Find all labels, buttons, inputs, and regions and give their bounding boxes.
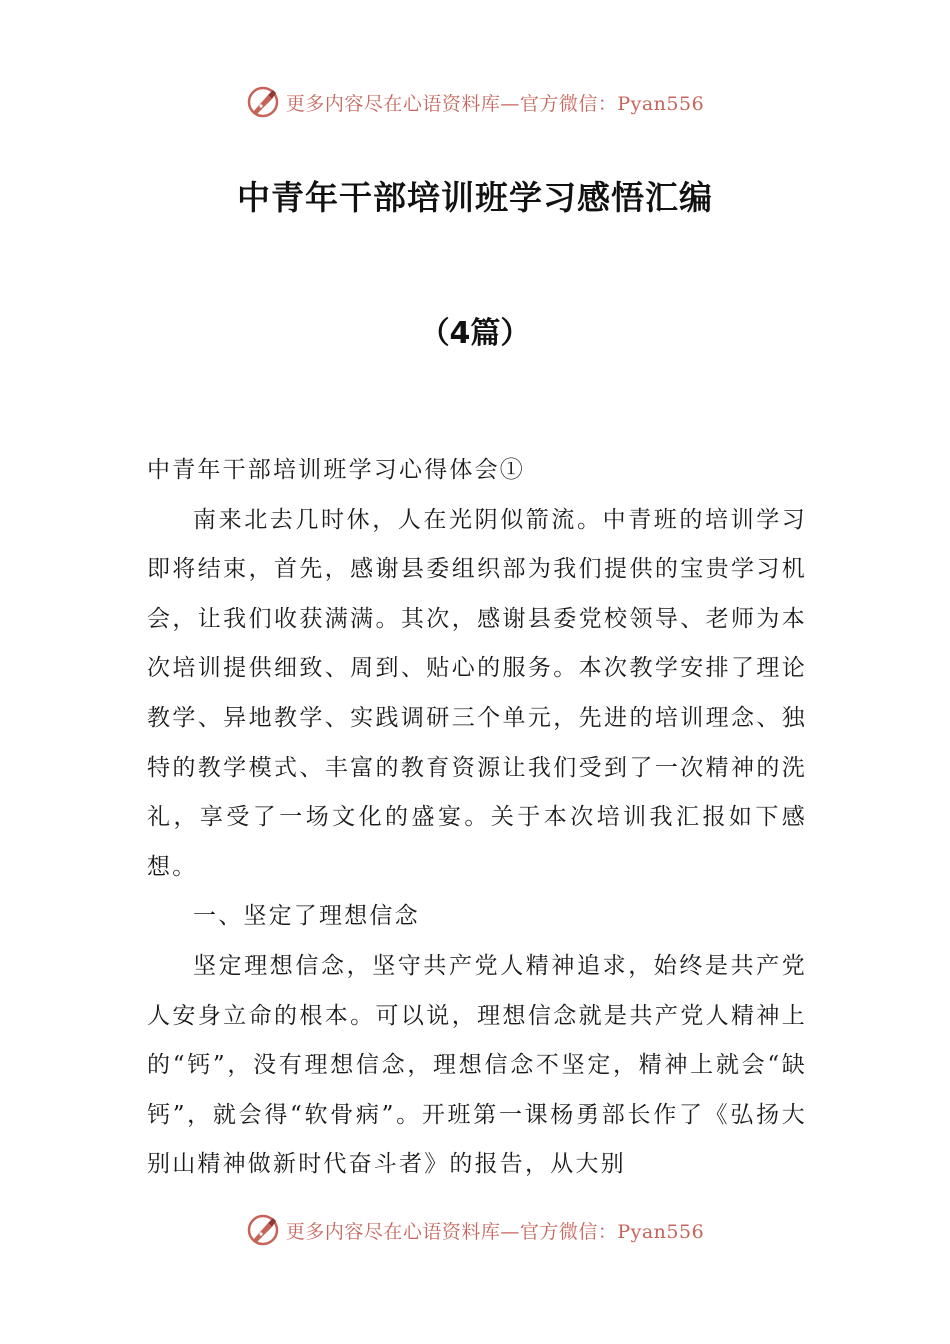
- document-subtitle: （4篇）: [419, 316, 531, 351]
- pen-nib-logo-icon: [246, 85, 280, 119]
- body-paragraph: 坚定理想信念，坚守共产党人精神追求，始终是共产党人安身立命的根本。可以说，理想信念就是共产党人精神上的“钙”，没有理想信念，理想信念不坚定，精神上就会“缺钙”，就会得“软骨病”。开班第一课杨勇部长作了《弘扬大别山精神做新时代奋斗者》的报告，从大别: [147, 952, 807, 1178]
- header-watermark-banner: [0, 80, 950, 124]
- document-body: [147, 446, 807, 1190]
- article-heading: 中青年干部培训班学习心得体会①: [147, 457, 525, 483]
- pen-nib-logo-icon: [246, 1213, 280, 1247]
- header-watermark-text: 更多内容尽在心语资料库—官方微信：Pyan556: [285, 92, 705, 115]
- footer-watermark-text: 更多内容尽在心语资料库—官方微信：Pyan556: [285, 1220, 705, 1243]
- section-heading: 一、坚定了理想信念: [193, 903, 420, 930]
- document-title: 中青年干部培训班学习感悟汇编: [237, 178, 713, 217]
- body-paragraph: 南来北去几时休，人在光阴似箭流。中青班的培训学习即将结束，首先，感谢县委组织部为我们提供的宝贵学习机会，让我们收获满满。其次，感谢县委党校领导、老师为本次培训提供细致、周到、贴心的服务。本次教学安排了理论教学、异地教学、实践调研三个单元，先进的培训理念、独特的教学模式、丰富的教育资源让我们受到了一次精神的洗礼，享受了一场文化的盛宴。关于本次培训我汇报如下感想。: [147, 506, 807, 880]
- footer-watermark-banner: [0, 1208, 950, 1252]
